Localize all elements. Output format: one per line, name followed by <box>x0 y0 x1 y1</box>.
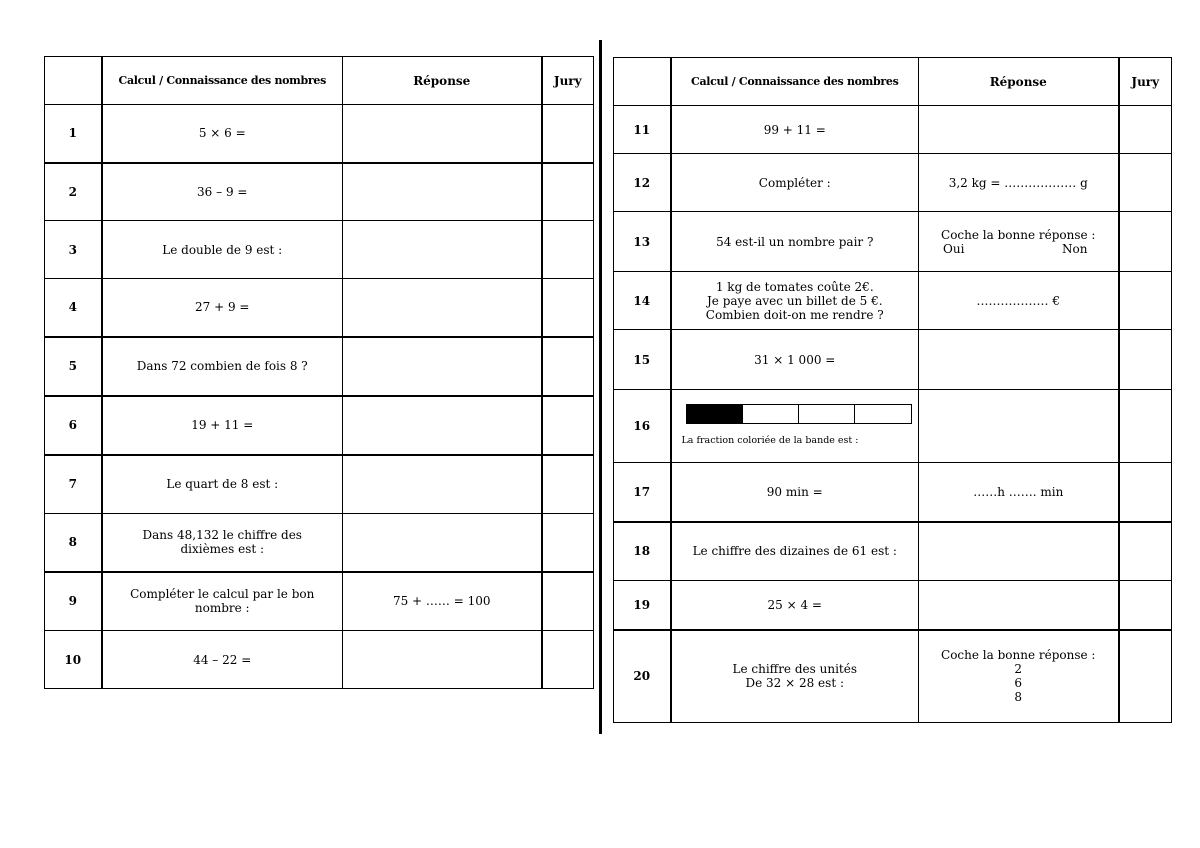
band-segment <box>854 405 910 423</box>
answer-cell[interactable] <box>343 631 542 689</box>
question-text <box>102 514 343 572</box>
header-number <box>45 57 102 105</box>
question-number: 5 <box>45 337 102 396</box>
jury-cell[interactable] <box>542 455 594 514</box>
question-line: 1 kg de tomates coûte 2€. <box>715 279 874 294</box>
jury-cell[interactable] <box>1119 463 1172 522</box>
answer-cell[interactable] <box>343 279 542 337</box>
question-number: 17 <box>614 463 671 522</box>
answer-cell[interactable] <box>919 581 1119 630</box>
left-question-table <box>44 56 594 689</box>
answer-cell[interactable] <box>343 163 542 221</box>
question-line: Combien doit-on me rendre ? <box>705 307 884 322</box>
answer-cell[interactable] <box>343 514 542 572</box>
question-number: 14 <box>614 272 671 330</box>
question-number: 1 <box>45 105 102 163</box>
question-line: dixièmes est : <box>180 542 265 557</box>
question-number: 2 <box>45 163 102 221</box>
answer-cell[interactable] <box>919 106 1119 154</box>
question-number: 18 <box>614 522 671 581</box>
question-text: 27 + 9 = <box>102 279 343 337</box>
answer-cell[interactable] <box>919 630 1119 723</box>
question-number: 4 <box>45 279 102 337</box>
answer-cell[interactable] <box>919 330 1119 390</box>
question-text: 99 + 11 = <box>671 106 919 154</box>
jury-cell[interactable] <box>1119 522 1172 581</box>
question-text: Le double de 9 est : <box>102 221 343 279</box>
right-question-table <box>613 57 1172 723</box>
question-number: 20 <box>614 630 671 723</box>
jury-cell[interactable] <box>1119 630 1172 723</box>
question-text: Dans 72 combien de fois 8 ? <box>102 337 343 396</box>
jury-cell[interactable] <box>1119 581 1172 630</box>
question-text: Le chiffre des dizaines de 61 est : <box>671 522 919 581</box>
jury-cell[interactable] <box>1119 106 1172 154</box>
answer-cell[interactable]: 3,2 kg = ……………… g <box>919 154 1119 212</box>
header-calcul: Calcul / Connaissance des nombres <box>671 58 919 106</box>
question-number: 7 <box>45 455 102 514</box>
question-number: 3 <box>45 221 102 279</box>
jury-cell[interactable] <box>542 572 594 631</box>
question-line: nombre : <box>194 601 250 616</box>
question-line: Je paye avec un billet de 5 €. <box>706 293 883 308</box>
band-segment <box>798 405 854 423</box>
jury-cell[interactable] <box>1119 212 1172 272</box>
option-non[interactable]: Non <box>1062 241 1088 256</box>
option-oui[interactable]: Oui <box>943 241 965 256</box>
question-text: 5 × 6 = <box>102 105 343 163</box>
column-divider <box>599 40 602 734</box>
header-number <box>614 58 671 106</box>
answer-cell[interactable] <box>343 221 542 279</box>
band-caption: La fraction coloriée de la bande est : <box>681 435 859 446</box>
answer-cell[interactable] <box>343 105 542 163</box>
question-number: 15 <box>614 330 671 390</box>
answer-instruction: Coche la bonne réponse : <box>941 227 1096 242</box>
question-line: Le chiffre des unités <box>732 662 857 677</box>
question-line: Compléter le calcul par le bon <box>130 587 315 602</box>
question-text <box>671 630 919 723</box>
jury-cell[interactable] <box>1119 272 1172 330</box>
jury-cell[interactable] <box>542 163 594 221</box>
question-text: 90 min = <box>671 463 919 522</box>
question-text: 54 est-il un nombre pair ? <box>671 212 919 272</box>
answer-option[interactable]: 6 <box>1014 676 1023 691</box>
question-number: 8 <box>45 514 102 572</box>
question-number: 9 <box>45 572 102 631</box>
answer-cell[interactable] <box>343 455 542 514</box>
question-text <box>102 572 343 631</box>
question-text: 31 × 1 000 = <box>671 330 919 390</box>
jury-cell[interactable] <box>542 279 594 337</box>
answer-cell[interactable] <box>919 212 1119 272</box>
header-reponse: Réponse <box>343 57 542 105</box>
header-reponse: Réponse <box>919 58 1119 106</box>
question-text <box>671 272 919 330</box>
header-jury: Jury <box>1119 58 1172 106</box>
question-number: 12 <box>614 154 671 212</box>
question-line: De 32 × 28 est : <box>745 676 844 691</box>
answer-cell[interactable] <box>919 390 1119 463</box>
header-jury: Jury <box>542 57 594 105</box>
jury-cell[interactable] <box>542 337 594 396</box>
question-text: 36 – 9 = <box>102 163 343 221</box>
question-text: 44 – 22 = <box>102 631 343 689</box>
fraction-band <box>686 404 912 424</box>
answer-options <box>923 242 1114 256</box>
jury-cell[interactable] <box>1119 330 1172 390</box>
question-number: 16 <box>614 390 671 463</box>
answer-cell[interactable] <box>343 337 542 396</box>
jury-cell[interactable] <box>1119 390 1172 463</box>
question-text: Le quart de 8 est : <box>102 455 343 514</box>
question-number: 13 <box>614 212 671 272</box>
jury-cell[interactable] <box>542 514 594 572</box>
question-text: 19 + 11 = <box>102 396 343 455</box>
answer-option[interactable]: 8 <box>1014 690 1023 705</box>
band-segment <box>742 405 798 423</box>
jury-cell[interactable] <box>542 105 594 163</box>
band-segment-colored <box>687 405 742 423</box>
answer-cell[interactable]: ……………… € <box>919 272 1119 330</box>
jury-cell[interactable] <box>1119 154 1172 212</box>
jury-cell[interactable] <box>542 221 594 279</box>
answer-cell[interactable]: ……h ……. min <box>919 463 1119 522</box>
question-text: 25 × 4 = <box>671 581 919 630</box>
question-line: Dans 48,132 le chiffre des <box>142 528 302 543</box>
question-text: Compléter : <box>671 154 919 212</box>
question-text <box>671 390 919 463</box>
question-number: 10 <box>45 631 102 689</box>
question-number: 11 <box>614 106 671 154</box>
header-calcul: Calcul / Connaissance des nombres <box>102 57 343 105</box>
answer-instruction: Coche la bonne réponse : <box>941 648 1096 663</box>
answer-cell[interactable] <box>919 522 1119 581</box>
question-number: 6 <box>45 396 102 455</box>
answer-cell[interactable]: 75 + …… = 100 <box>343 572 542 631</box>
question-number: 19 <box>614 581 671 630</box>
answer-option[interactable]: 2 <box>1014 662 1023 677</box>
jury-cell[interactable] <box>542 396 594 455</box>
jury-cell[interactable] <box>542 631 594 689</box>
answer-cell[interactable] <box>343 396 542 455</box>
